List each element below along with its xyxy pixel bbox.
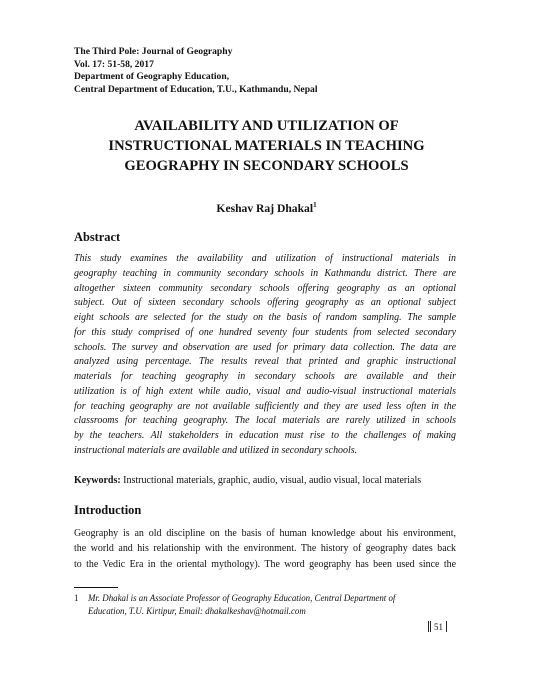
page-number-bar bbox=[430, 621, 431, 632]
journal-institution: Central Department of Education, T.U., Kathmandu, Nepal bbox=[74, 83, 318, 95]
journal-name: The Third Pole: Journal of Geography bbox=[74, 46, 233, 57]
introduction-line: to the Vedic Era in the oriental mythology). The word geography has been used since the bbox=[74, 558, 456, 570]
abstract-line: subject. Out of sixteen secondary schools offering geography as an optional subject bbox=[74, 297, 456, 309]
journal-header bbox=[74, 46, 474, 96]
abstract-line: utilization is of high extent while audio, visual and audio-visual instructional materials bbox=[74, 385, 456, 397]
keywords-label: Keywords: bbox=[74, 475, 121, 486]
abstract-line: schools. The survey and observation are used for primary data collection. The data are bbox=[74, 341, 456, 353]
journal-department: Department of Geography Education, bbox=[74, 71, 230, 83]
journal-volume: Vol. 17: 51-58, 2017 bbox=[74, 58, 154, 70]
abstract-line: for teaching geography are not available sufficiently and they are used less often in the bbox=[74, 400, 456, 412]
footnote-divider bbox=[74, 587, 118, 588]
page-number-bar bbox=[428, 621, 429, 632]
page-number-value: 51 bbox=[433, 621, 443, 632]
footnote-line: Education, T.U. Kirtipur, Email: dhakalkeshav@hotmail.com bbox=[88, 606, 306, 617]
abstract-line: analyzed using percentage. The results reveal that printed and graphic instructional bbox=[74, 356, 456, 368]
title-line: GEOGRAPHY IN SECONDARY SCHOOLS bbox=[124, 157, 409, 174]
title-line: AVAILABILITY AND UTILIZATION OF bbox=[134, 118, 399, 134]
introduction-line: Geography is an old discipline on the basis of human knowledge about his environment, bbox=[74, 528, 456, 539]
abstract-heading: Abstract bbox=[74, 230, 121, 244]
page-number-bar bbox=[446, 621, 447, 632]
keywords-text: Instructional materials, graphic, audio, visual, audio visual, local materials bbox=[120, 475, 422, 486]
footnote-line: Mr. Dhakal is an Associate Professor of Geography Education, Central Department of bbox=[88, 593, 396, 603]
abstract-text bbox=[74, 252, 456, 459]
introduction-text bbox=[74, 526, 456, 572]
footnote bbox=[74, 592, 456, 618]
article-title bbox=[60, 117, 473, 176]
abstract-line: classrooms for teaching geography. The local materials are rarely utilized in schools bbox=[74, 415, 456, 427]
keywords bbox=[74, 475, 456, 486]
abstract-line: for this study comprised of one hundred seventy four students from selected secondary bbox=[74, 326, 456, 338]
introduction-heading: Introduction bbox=[74, 503, 142, 517]
abstract-line: altogether sixteen community secondary schools offering geography as an optional bbox=[74, 282, 456, 294]
page-number bbox=[428, 621, 446, 632]
abstract-line: geography teaching in community secondary schools in Kathmandu district. There are bbox=[74, 267, 456, 279]
author-footnote-marker[interactable]: 1 bbox=[313, 201, 317, 209]
abstract-line: by the teachers. All stakeholders in education must rise to the challenges of making bbox=[74, 430, 456, 441]
introduction-line: the world and his relationship with the environment. The history of geography dates back bbox=[74, 543, 456, 555]
abstract-line: eight schools are selected for the study on the basis of random sampling. The sample bbox=[74, 312, 456, 323]
author-byline bbox=[60, 201, 473, 215]
footnote-number: 1 bbox=[74, 593, 79, 603]
author-name: Keshav Raj Dhakal bbox=[216, 201, 314, 215]
abstract-line: materials for teaching geography in secondary schools are available and their bbox=[74, 371, 456, 382]
title-line: INSTRUCTIONAL MATERIALS IN TEACHING bbox=[108, 137, 425, 154]
abstract-line: This study examines the availability and utilization of instructional materials in bbox=[74, 253, 456, 264]
abstract-line: instructional materials are available and utilized in secondary schools. bbox=[74, 444, 358, 456]
